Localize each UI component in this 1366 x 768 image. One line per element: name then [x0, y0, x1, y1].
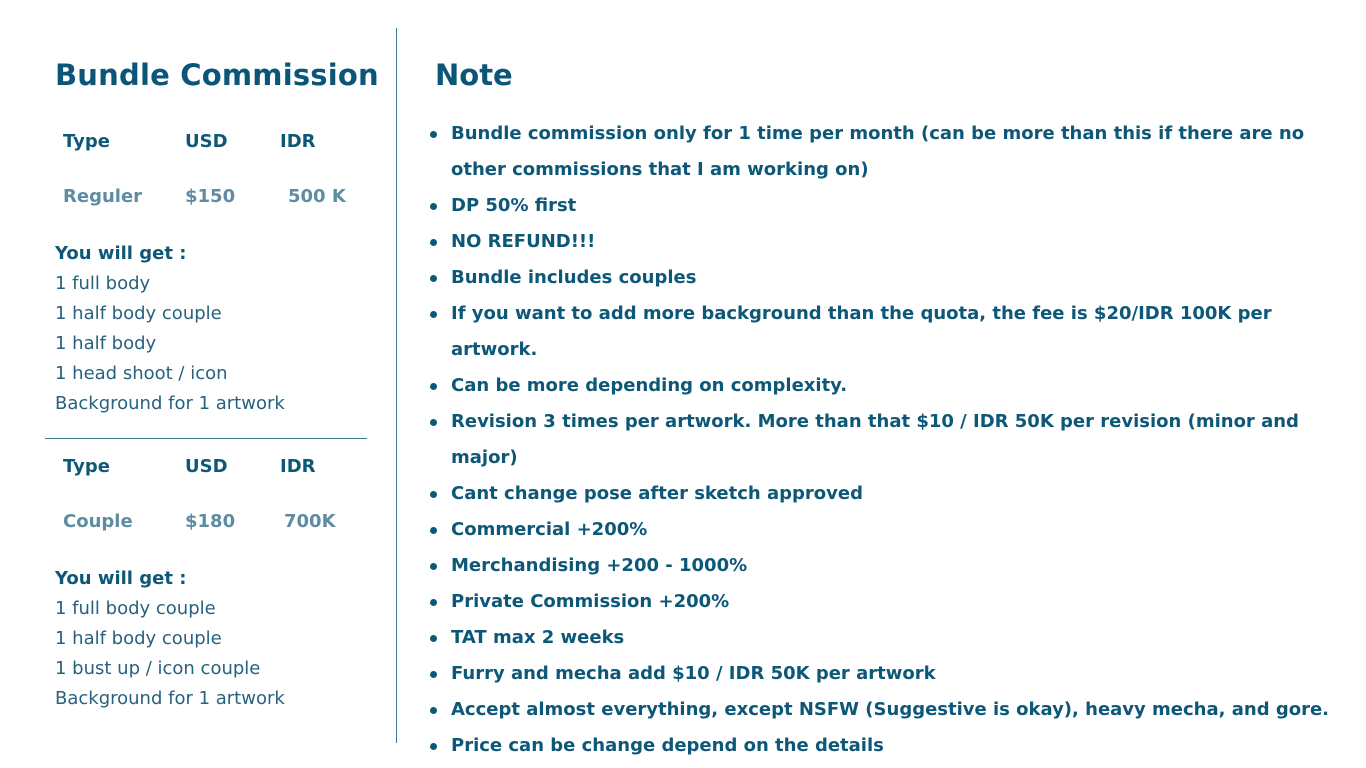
header-type: Type	[63, 456, 110, 477]
note-item	[428, 296, 1338, 368]
note-item	[428, 224, 1338, 260]
bullet-icon	[430, 311, 437, 318]
note-text: Accept almost everything, except NSFW (Suggestive is okay), heavy mecha, and gore.	[451, 699, 1330, 720]
header-type: Type	[63, 131, 110, 152]
note-text: NO REFUND!!!	[451, 231, 596, 252]
note-item	[428, 188, 1338, 224]
price-table-header	[63, 131, 363, 153]
header-usd: USD	[185, 456, 228, 477]
note-item	[428, 692, 1338, 728]
package-type: Couple	[63, 511, 133, 532]
note-text: Bundle commission only for 1 time per month (can be more than this if there are no other commissions that I am working on)	[451, 123, 1305, 180]
header-usd: USD	[185, 131, 228, 152]
include-item: 1 half body couple	[55, 303, 222, 324]
price-table-couple	[63, 456, 363, 533]
bullet-icon	[430, 599, 437, 606]
include-item: 1 half body	[55, 333, 157, 354]
note-item	[428, 728, 1338, 764]
note-list	[428, 116, 1338, 764]
note-item	[428, 584, 1338, 620]
note-item	[428, 260, 1338, 296]
note-item	[428, 548, 1338, 584]
note-text: Furry and mecha add $10 / IDR 50K per artwork	[451, 663, 936, 684]
include-item: 1 full body	[55, 273, 151, 294]
bullet-icon	[430, 743, 437, 750]
bullet-icon	[430, 635, 437, 642]
note-text: Can be more depending on complexity.	[451, 375, 848, 396]
note-text: Private Commission +200%	[451, 591, 730, 612]
header-idr: IDR	[280, 131, 316, 152]
price-row	[63, 186, 363, 208]
note-text: Bundle includes couples	[451, 267, 697, 288]
bundle-title: Bundle Commission	[55, 58, 379, 92]
note-item	[428, 116, 1338, 188]
note-text: If you want to add more background than the quota, the fee is $20/IDR 100K per artwork.	[451, 303, 1272, 360]
price-usd: $150	[185, 186, 236, 207]
note-text: Merchandising +200 - 1000%	[451, 555, 748, 576]
include-item: 1 full body couple	[55, 598, 216, 619]
note-item	[428, 620, 1338, 656]
include-item: 1 bust up / icon couple	[55, 658, 261, 679]
price-idr: 700K	[284, 511, 336, 532]
bullet-icon	[430, 419, 437, 426]
column-divider	[396, 28, 397, 743]
bullet-icon	[430, 527, 437, 534]
price-table-reguler	[63, 131, 363, 208]
bullet-icon	[430, 131, 437, 138]
bullet-icon	[430, 239, 437, 246]
bullet-icon	[430, 491, 437, 498]
include-item: Background for 1 artwork	[55, 688, 285, 709]
price-table-header	[63, 456, 363, 478]
note-text: Price can be change depend on the details	[451, 735, 884, 756]
note-item	[428, 512, 1338, 548]
note-item	[428, 368, 1338, 404]
note-item	[428, 656, 1338, 692]
note-text: DP 50% first	[451, 195, 577, 216]
price-idr: 500 K	[288, 186, 346, 207]
note-text: Commercial +200%	[451, 519, 648, 540]
includes-title: You will get :	[55, 568, 187, 589]
section-divider	[45, 438, 367, 439]
includes-title: You will get :	[55, 243, 187, 264]
include-item: 1 half body couple	[55, 628, 222, 649]
note-title: Note	[435, 58, 513, 92]
note-item	[428, 476, 1338, 512]
package-type: Reguler	[63, 186, 143, 207]
include-item: 1 head shoot / icon	[55, 363, 228, 384]
note-text: TAT max 2 weeks	[451, 627, 625, 648]
note-item	[428, 404, 1338, 476]
includes-list-reguler	[55, 239, 285, 419]
bullet-icon	[430, 383, 437, 390]
include-item: Background for 1 artwork	[55, 393, 285, 414]
bullet-icon	[430, 563, 437, 570]
bullet-icon	[430, 203, 437, 210]
price-usd: $180	[185, 511, 236, 532]
bullet-icon	[430, 275, 437, 282]
bullet-icon	[430, 671, 437, 678]
note-text: Revision 3 times per artwork. More than that $10 / IDR 50K per revision (minor and major)	[451, 411, 1299, 468]
header-idr: IDR	[280, 456, 316, 477]
includes-list-couple	[55, 564, 285, 714]
note-text: Cant change pose after sketch approved	[451, 483, 863, 504]
price-row	[63, 511, 363, 533]
bullet-icon	[430, 707, 437, 714]
